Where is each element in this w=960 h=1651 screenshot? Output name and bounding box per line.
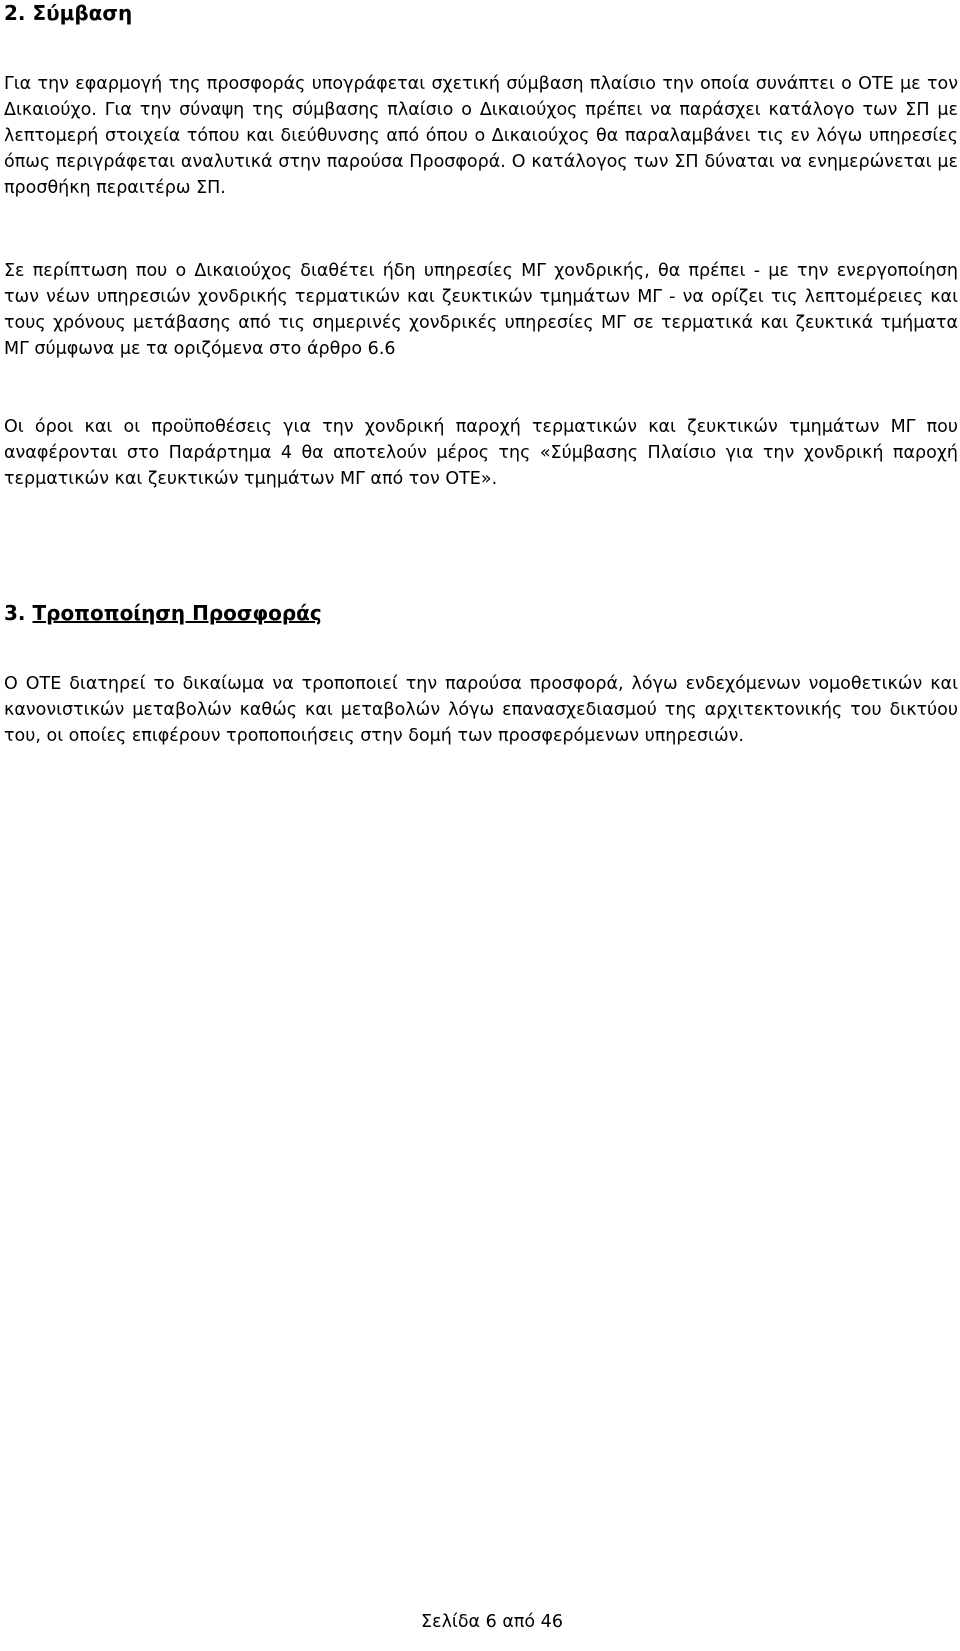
section-heading-offer-amendment bbox=[4, 600, 322, 626]
paragraph-offer-amendment: Ο ΟΤΕ διατηρεί το δικαίωμα να τροποποιεί την παρούσα προσφορά, λόγω ενδεχόμενων νομοθετικών και κανονιστικών μεταβολών καθώς και μεταβολών λόγω επανασχεδιασμού της αρχιτεκτονικής του δικτύου του, οι οποίες επιφέρουν τροποποιήσεις στην δομή των προσφερόμενων υπηρεσιών. bbox=[4, 674, 958, 746]
section-number: 3. bbox=[4, 601, 26, 625]
paragraph-agreement-framework: Για την εφαρμογή της προσφοράς υπογράφεται σχετική σύμβαση πλαίσιο την οποία συνάπτει ο ΟΤΕ με τον Δικαιούχο. Για την σύναψη της σύμβασης πλαίσιο ο Δικαιούχος πρέπει να παράσχει κατάλογο των ΣΠ με λεπτομερή στοιχεία τόπου και διεύθυνσης από όπου ο Δικαιούχος θα παραλαμβάνει τις εν λόγω υπηρεσίες όπως περιγράφεται αναλυτικά στην παρούσα Προσφορά. Ο κατάλογος των ΣΠ δύναται να ενημερώνεται με προσθήκη περαιτέρω ΣΠ. bbox=[4, 74, 958, 198]
paragraph-terms-conditions: Οι όροι και οι προϋποθέσεις για την χονδρική παροχή τερματικών και ζευκτικών τμημάτων ΜΓ που αναφέρονται στο Παράρτημα 4 θα αποτελούν μέρος της «Σύμβασης Πλαίσιο για την χονδρική παροχή τερματικών και ζευκτικών τμημάτων ΜΓ από τον ΟΤΕ». bbox=[4, 417, 958, 489]
section-heading-agreement: 2. Σύμβαση bbox=[4, 1, 133, 25]
page-number-footer: Σελίδα 6 από 46 bbox=[421, 1612, 563, 1632]
paragraph-existing-services-transition: Σε περίπτωση που ο Δικαιούχος διαθέτει ήδη υπηρεσίες ΜΓ χονδρικής, θα πρέπει - με την ενεργοποίηση των νέων υπηρεσιών χονδρικής τερματικών και ζευκτικών τμημάτων ΜΓ - να ορίζει τις λεπτομέρειες και τους χρόνους μετάβασης από τις σημερινές χονδρικές υπηρεσίες ΜΓ σε τερματικά και ζευκτικά τμήματα ΜΓ σύμφωνα με τα οριζόμενα στο άρθρο 6.6 bbox=[4, 261, 958, 359]
section-title: Τροποποίηση Προσφοράς bbox=[32, 601, 322, 625]
